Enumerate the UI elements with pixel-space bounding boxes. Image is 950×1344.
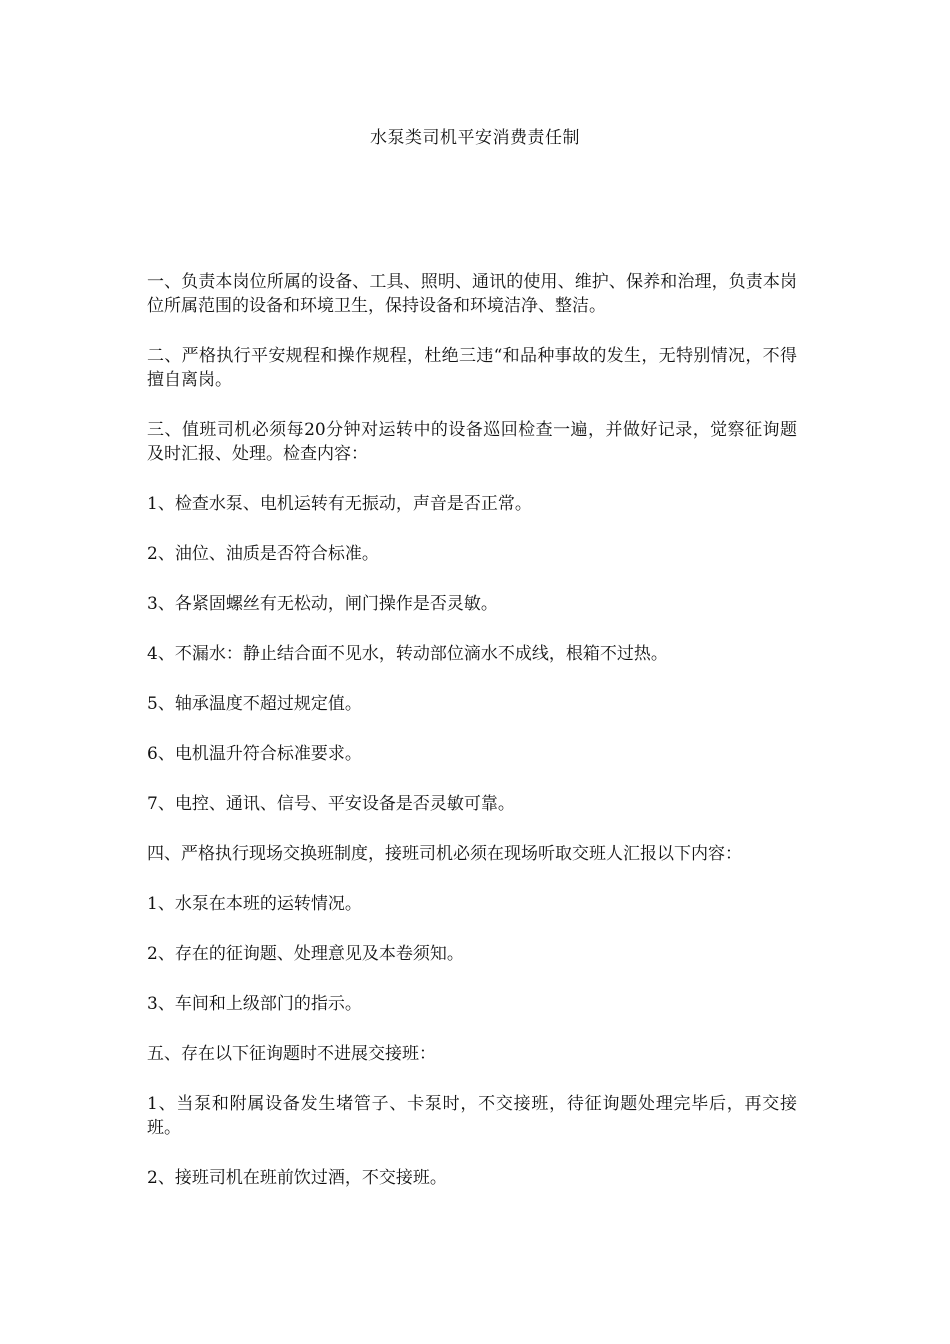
paragraph-3-item-2: 2、油位、油质是否符合标准。 bbox=[147, 544, 379, 564]
paragraph-4: 四、严格执行现场交换班制度，接班司机必须在现场听取交班人汇报以下内容： bbox=[147, 844, 742, 864]
paragraph-3-item-3: 3、各紧固螺丝有无松动，闸门操作是否灵敏。 bbox=[147, 594, 498, 614]
paragraph-3-item-5: 5、轴承温度不超过规定值。 bbox=[147, 694, 362, 714]
paragraph-3-item-6: 6、电机温升符合标准要求。 bbox=[147, 744, 362, 764]
paragraph-3-item-1: 1、检查水泵、电机运转有无振动，声音是否正常。 bbox=[147, 494, 532, 514]
paragraph-5-item-1: 1、当泵和附属设备发生堵管子、卡泵时，不交接班，待征询题处理完毕后，再交接班。 bbox=[147, 1094, 797, 1138]
paragraph-1: 一、负责本岗位所属的设备、工具、照明、通讯的使用、维护、保养和治理，负责本岗位所属范围的设备和环境卫生，保持设备和环境洁净、整洁。 bbox=[147, 272, 797, 316]
paragraph-5-item-2: 2、接班司机在班前饮过酒，不交接班。 bbox=[147, 1168, 447, 1188]
paragraph-4-item-1: 1、水泵在本班的运转情况。 bbox=[147, 894, 362, 914]
paragraph-4-item-3: 3、车间和上级部门的指示。 bbox=[147, 994, 362, 1014]
paragraph-3-item-7: 7、电控、通讯、信号、平安设备是否灵敏可靠。 bbox=[147, 794, 515, 814]
paragraph-2: 二、严格执行平安规程和操作规程，杜绝三违“和品种事故的发生，无特别情况，不得擅自离岗。 bbox=[147, 346, 797, 390]
document-title: 水泵类司机平安消费责任制 bbox=[370, 128, 580, 148]
paragraph-5: 五、存在以下征询题时不进展交接班： bbox=[147, 1044, 436, 1064]
document-body bbox=[147, 270, 797, 1216]
paragraph-4-item-2: 2、存在的征询题、处理意见及本卷须知。 bbox=[147, 944, 464, 964]
paragraph-3-item-4: 4、不漏水：静止结合面不见水，转动部位滴水不成线，根箱不过热。 bbox=[147, 644, 668, 664]
paragraph-3: 三、值班司机必须每20分钟对运转中的设备巡回检查一遍，并做好记录，觉察征询题及时汇报、处理。检查内容： bbox=[147, 420, 797, 464]
